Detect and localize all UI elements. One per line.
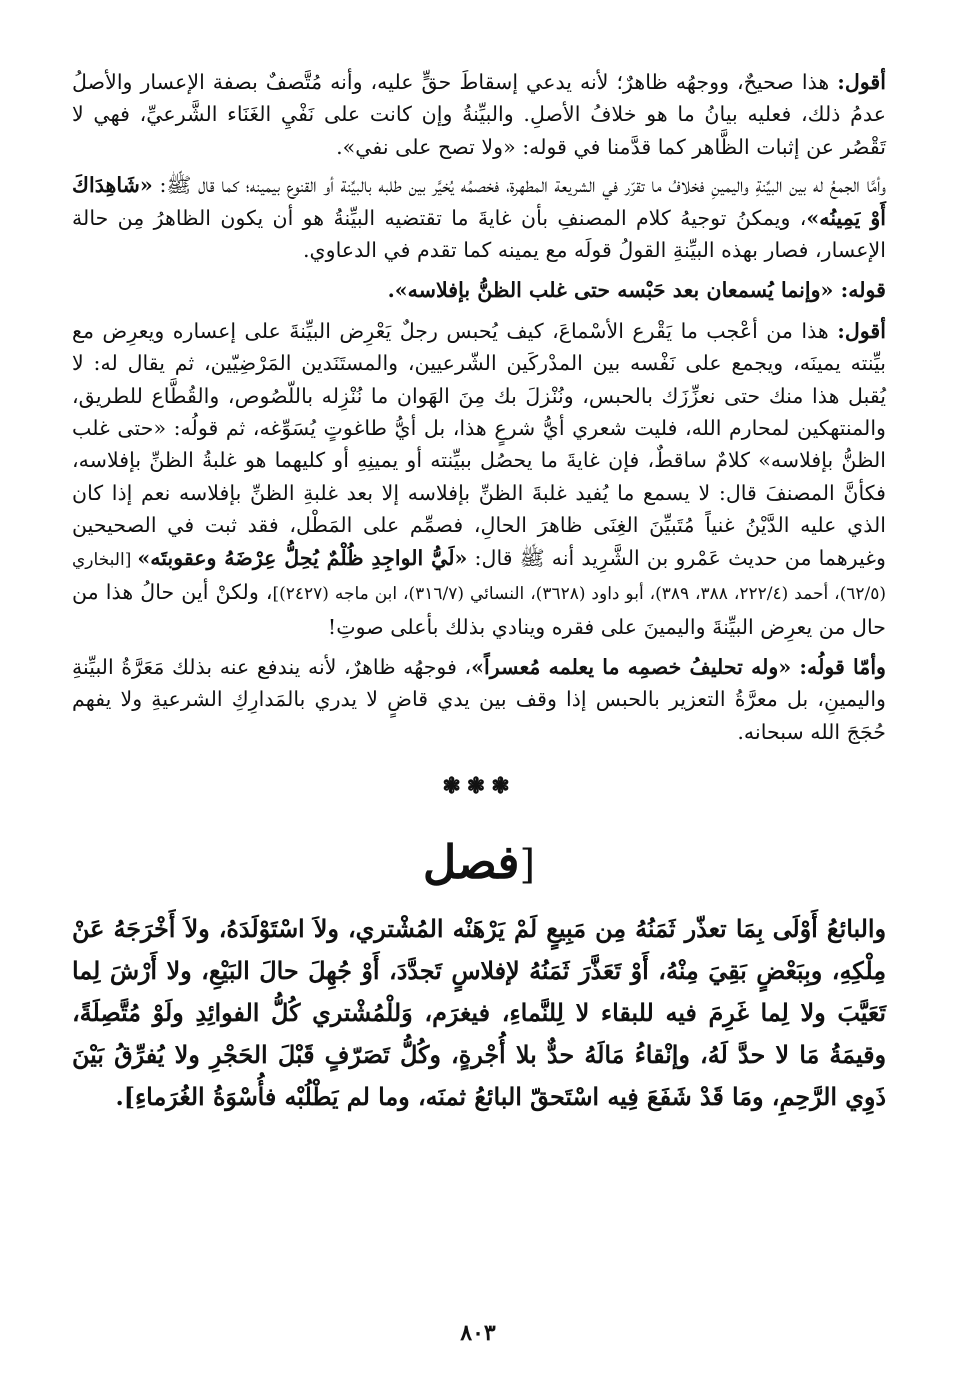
paragraph-5-lead: وأمّا قولُه:	[799, 654, 886, 679]
paragraph-5	[72, 651, 886, 748]
paragraph-5-text: ، فوجهُه ظاهرٌ، لأنه يندفع عنه بذلك مَعَرَّةُ البيِّنةِ واليمينِ، بل معرَّةُ التعزير بالحبس إذا وقف بين يدي قاضٍ لا يدري بالمَدارِكِ الشرعيةِ ولا يفهم حُجَجَ الله سبحانه.	[72, 654, 886, 744]
page-number: ٨٠٣	[460, 1320, 496, 1346]
paragraph-3-lead: قوله:	[840, 278, 886, 303]
paragraph-4-lead: أقول:	[837, 318, 886, 343]
paragraph-1-lead: أقول:	[837, 70, 886, 94]
paragraph-2-text-b: ، ويمكنُ توجيهُ كلام المصنفِ بأن غايةَ ما تقتضيه البيِّنةُ هو أن يكون الظاهرُ مِن حالة الإعسار، فصار بهذه البيِّنةِ القولُ قولَه مع يمينه كما تقدم في الدعاوي.	[72, 205, 886, 263]
paragraph-2-text-a: وأمَّا الجمعُ له بين البيِّنةِ واليمينِ فخلافُ ما تقرّر في الشريعة المطهرة، فخصمُه يُخيَّر بين طلبه بالبيِّنة أو القنوع بيمينه؛ كما قال ﷺ:	[152, 173, 886, 198]
paragraph-1-text: هذا صحيحٌ، ووجهُه ظاهرٌ؛ لأنه يدعي إسقاطَ حقٍّ عليه، وأنه مُتَّصفٌ بصفة الإعسار والأصلُ عدمُ ذلك، فعليه بيانُ ما هو خلافُ الأصلِ. والبيِّنةُ وإن كانت على نَفْيِ الغَنَاء الشَّرعيِّ، فهي لا تَقْصُر عن إثبات الظَّاهر كما قدَّمنا في قوله: «ولا تصح على نفي».	[72, 70, 886, 159]
paragraph-2	[72, 169, 886, 266]
paragraph-2-hadith: «شَاهِدَاكَ أَوْ يَمِينُه»	[72, 173, 886, 230]
paragraph-4-text-a: هذا من أعْجب ما يَقْرع الأسْماعَ، كيف يُحبس رجلٌ يَعْرِض البيِّنةَ على إعساره ويعرِض مع بيِّنته يمينَه، ويجمع على نَفْسه بين المدْركَين الشّرعيين، والمستَنَدين المَرْضِيّين، ثم يقال له: لا يُقبل هذا منك حتى نعزِّزَك بالحبس، ونُنْزلَ بك مِنَ الهَوان ما نُنْزِله باللّصُوص، والقُطَّاع للطريق، والمنتهكين لمحارم الله، فليت شعري أيُّ شرعٍ هذا، بل أيُّ طاغوتٍ يُسَوِّغه، ثم قولُه: «حتى غلب الظنُّ بإفلاسه» كلامٌ ساقطٌ، فإن غايةَ ما يحصُل ببيِّنته أو يمينِهِ أو كليهما هو غلبةُ الظنِّ بإفلاسه، فكأنَّ المصنفَ قال: لا يسمع ما يُفيد غلبةَ الظنِّ بإفلاسه إلا بعد غلبةِ الظنِّ بإفلاسه نعم إذا كان الذي عليه الدَّيْنُ غنياً مُتَبيِّنَ الغِنَى ظاهرَ الحالِ، فصمِّم على المَطْل، فقد ثبت في الصحيحين وغيرهما من حديث عَمْرو بن الشَّرِيد أنه ﷺ قال:	[72, 318, 886, 570]
section-heading	[72, 822, 886, 902]
paragraph-4-reference: [البخاري (٦٢/٥)، أحمد (٢٢٢/٤، ٣٨٨، ٣٨٩)، أبو داود (٣٦٢٨)، النسائي (٣١٦/٧)، ابن ماجه (٢٤٢٧)]	[72, 549, 887, 605]
paragraph-4-hadith: «لَيُّ الواجِدِ ظُلْمٌ يُحِلُّ عِرْضَهُ وعقوبتَه»	[137, 545, 468, 570]
paragraph-4	[72, 315, 886, 643]
paragraph-3-quote: «وإنما يُسمعان بعد حَبْسه حتى غلب الظنُّ بإفلاسه».	[387, 278, 841, 303]
paragraph-3	[72, 274, 886, 306]
section-heading-bracket: [	[519, 842, 536, 889]
section-separator: ❃❃❃	[442, 773, 516, 800]
section-heading-title: فصل	[422, 835, 520, 890]
paragraph-1	[72, 66, 886, 163]
matn-text: والبائعُ أَوْلَى بِمَا تعذّر ثَمَنُهُ مِن مَبِيعٍ لَمْ يَرْهَنْه المُشْتري، ولاَ اسْتَوْلَدَهُ، ولاَ أَخْرَجَهُ عَنْ مِلْكِهِ، وبِبَعْضٍ بَقِيَ مِنْهُ، أَوْ تَعَذَّرَ ثَمَنُهُ لإفلاسٍ تَجدَّدَ، أَوْ جُهِلَ حالَ البَيْعِ، ولا أَرْشَ لِما تَعَيَّبَ ولا لِما غَرِمَ فيه للبقاء لا لِلنَّماءِ، فيغرَم، وَللْمُشْتري كُلُّ الفوائِدِ ولَوْ مُتَّصِلَةً، وقيمَةُ مَا لا حدَّ لَهُ، وإنْقاءُ مَالَهُ حدٌّ بلا أُجْرةٍ، وكُلُّ تَصَرّفٍ قَبْلَ الحَجْرِ ولا يُفرِّقُ بَيْنَ ذَوِي الرَّحِمِ، ومَا قَدْ شَفَعَ فِيه اسْتَحقّ البائعُ ثمنَه، وما لم يَطْلُبْه فأُسْوَةُ الغُرَماءِ].	[72, 915, 886, 1112]
paragraph-4-text-b: ، ولكنْ أين حالُ هذا من حال من يعرِض البيِّنةَ واليمينَ على فقره وينادي بذلك بأعلى صوتِ!	[72, 580, 886, 639]
paragraph-5-quote: «وله تحليفُ خصمِه ما يعلمه مُعسراً»	[471, 654, 800, 679]
